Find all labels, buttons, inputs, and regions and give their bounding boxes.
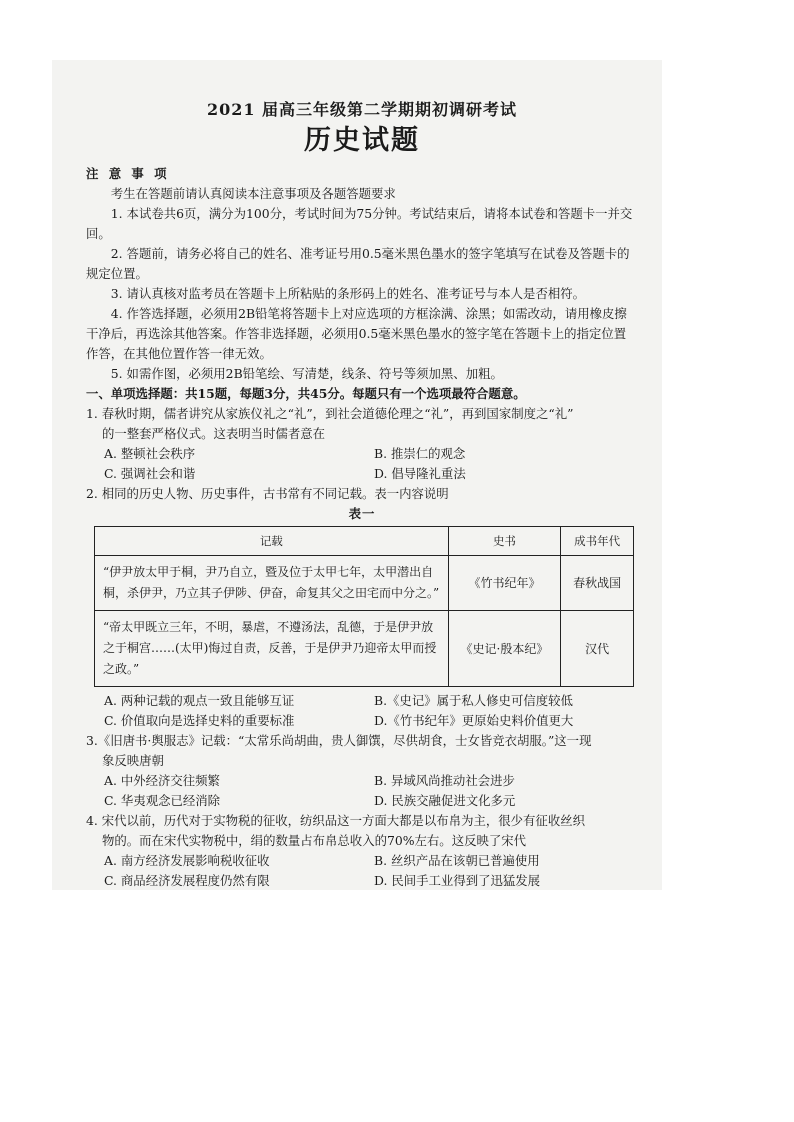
table-header-row <box>95 527 634 556</box>
book-cell: 《竹书纪年》 <box>448 556 561 611</box>
header-book: 史书 <box>448 527 561 556</box>
book-cell: 《史记·殷本纪》 <box>448 611 561 687</box>
question-2 <box>86 484 638 731</box>
option-list <box>86 851 638 891</box>
header-era: 成书年代 <box>561 527 634 556</box>
option-c: C. 华夷观念已经消除 <box>104 793 221 808</box>
option-b: B. 丝织产品在该朝已普遍使用 <box>374 853 540 868</box>
option-list <box>86 691 638 731</box>
option-d: D. 民族交融促进文化多元 <box>374 793 516 808</box>
table-caption: 表一 <box>348 506 376 521</box>
record-cell: “伊尹放太甲于桐，尹乃自立，暨及位于太甲七年，太甲潜出自桐，杀伊尹，乃立其子伊陟、伊奋，命复其父之田宅而中分之。” <box>95 556 449 611</box>
notice-heading: 注 意 事 项 <box>86 166 170 181</box>
record-cell: “帝太甲既立三年，不明，暴虐，不遵汤法，乱德，于是伊尹放之于桐宫……(太甲)悔过自责，反善，于是伊尹乃迎帝太甲而授之政。” <box>95 611 449 687</box>
question-stem-cont: 的一整套严格仪式。这表明当时儒者意在 <box>102 426 326 441</box>
question-stem: 1. 春秋时期，儒者讲究从家族仪礼之“礼”，到社会道德伦理之“礼”，再到国家制度之“礼” <box>86 406 574 421</box>
question-stem: 2. 相同的历史人物、历史事件，古书常有不同记载。表一内容说明 <box>86 486 449 501</box>
notice-item: 1. 本试卷共6页，满分为100分，考试时间为75分钟。考试结束后，请将本试卷和答题卡一并交回。 <box>86 206 633 241</box>
option-a: A. 两种记载的观点一致且能够互证 <box>104 693 295 708</box>
section-heading: 一、单项选择题：共15题，每题3分，共45分。每题只有一个选项最符合题意。 <box>86 386 526 401</box>
table-row <box>95 556 634 611</box>
option-d: D. 倡导隆礼重法 <box>374 466 466 481</box>
option-list <box>86 771 638 811</box>
question-4 <box>86 811 638 891</box>
option-b: B. 异域风尚推动社会进步 <box>374 773 515 788</box>
records-table <box>94 526 634 687</box>
era-cell: 春秋战国 <box>561 556 634 611</box>
question-stem-cont: 物的。而在宋代实物税中，绢的数量占布帛总收入的70%左右。这反映了宋代 <box>102 833 527 848</box>
option-a: A. 中外经济交往频繁 <box>104 773 220 788</box>
header-record: 记载 <box>95 527 449 556</box>
option-c: C. 价值取向是选择史料的重要标准 <box>104 713 295 728</box>
option-b: B. 推崇仁的观念 <box>374 446 466 461</box>
question-3 <box>86 731 638 811</box>
notice-item: 4. 作答选择题，必须用2B铅笔将答题卡上对应选项的方框涂满、涂黑；如需改动，请用橡皮擦干净后，再选涂其他答案。作答非选择题，必须用0.5毫米黑色墨水的签字笔在答题卡上的指定位置作答，在其他位置作答一律无效。 <box>86 306 627 361</box>
option-d: D.《竹书纪年》更原始史料价值更大 <box>374 713 574 728</box>
question-stem-cont: 象反映唐朝 <box>102 753 164 768</box>
question-stem: 4. 宋代以前，历代对于实物税的征收，纺织品这一方面大都是以布帛为主，很少有征收丝织 <box>86 813 585 828</box>
table-row <box>95 611 634 687</box>
option-d: D. 民间手工业得到了迅猛发展 <box>374 873 541 888</box>
exam-title: 2021 届高三年级第二学期期初调研考试 <box>206 100 518 119</box>
subject-title: 历史试题 <box>304 125 420 156</box>
option-c: C. 商品经济发展程度仍然有限 <box>104 873 270 888</box>
exam-paper <box>86 100 638 891</box>
era-cell: 汉代 <box>561 611 634 687</box>
option-a: A. 整顿社会秩序 <box>104 446 196 461</box>
question-1 <box>86 404 638 484</box>
option-a: A. 南方经济发展影响税收征收 <box>104 853 270 868</box>
notice-item: 5. 如需作图，必须用2B铅笔绘、写清楚，线条、符号等须加黑、加粗。 <box>110 366 503 381</box>
notice-section <box>86 164 638 384</box>
notice-intro: 考生在答题前请认真阅读本注意事项及各题答题要求 <box>110 186 396 201</box>
question-stem: 3.《旧唐书·舆服志》记载：“太常乐尚胡曲，贵人御馔，尽供胡食，士女皆竞衣胡服。”这一现 <box>86 733 592 748</box>
option-c: C. 强调社会和谐 <box>104 466 196 481</box>
notice-item: 3. 请认真核对监考员在答题卡上所粘贴的条形码上的姓名、准考证号与本人是否相符。 <box>110 286 586 301</box>
option-list <box>86 444 638 484</box>
notice-item: 2. 答题前，请务必将自己的姓名、准考证号用0.5毫米黑色墨水的签字笔填写在试卷及答题卡的规定位置。 <box>86 246 630 281</box>
option-b: B.《史记》属于私人修史可信度较低 <box>374 693 573 708</box>
